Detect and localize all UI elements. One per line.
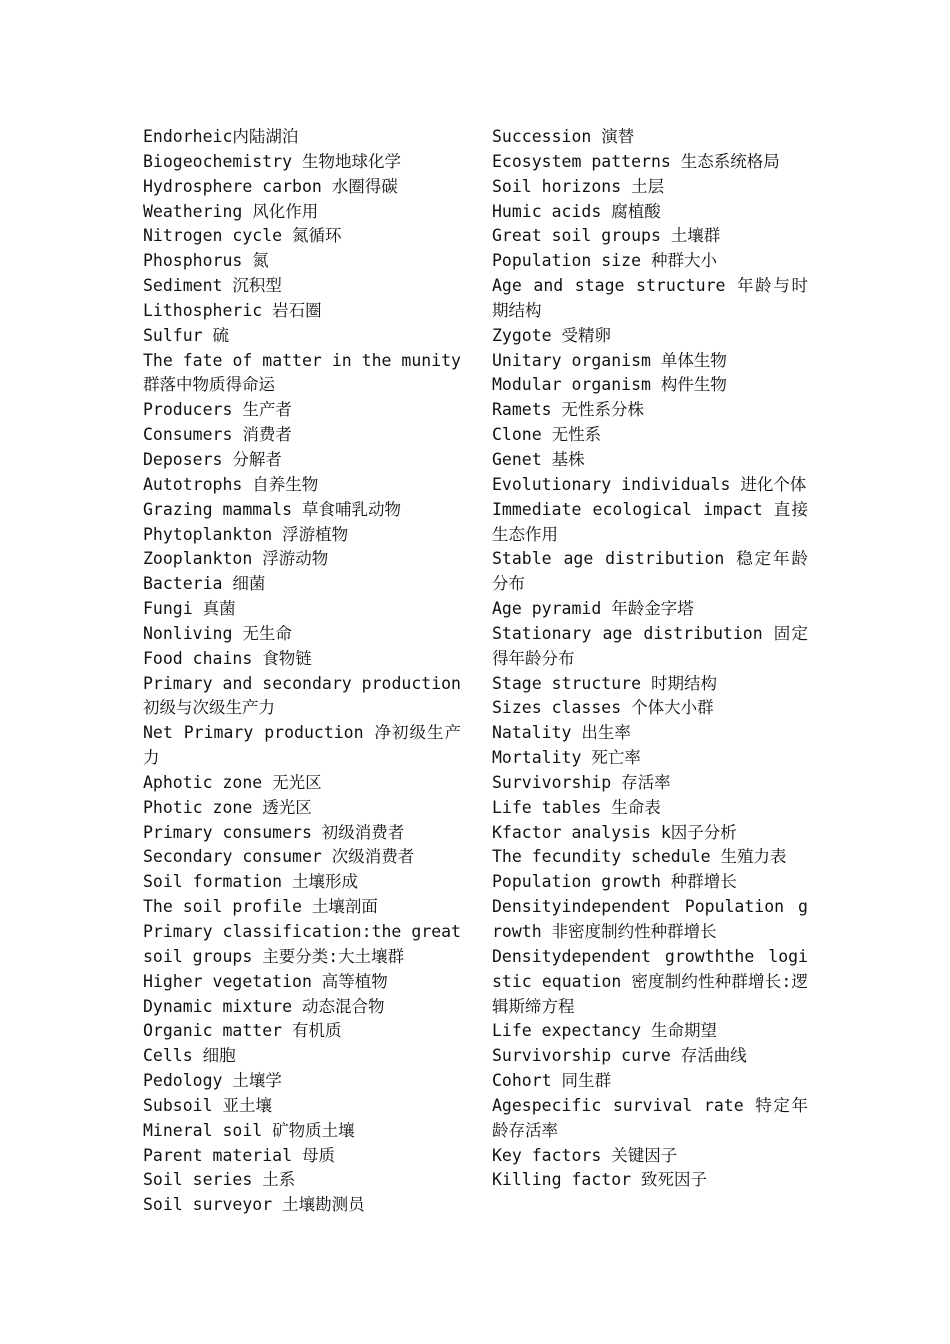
glossary-entry: Autotrophs 自养生物	[143, 474, 319, 494]
glossary-entry: Nitrogen cycle 氮循环	[143, 226, 342, 246]
glossary-entry: Stage structure 时期结构	[492, 673, 717, 693]
glossary-entry: Natality 出生率	[492, 723, 631, 743]
glossary-entry: Densitydependent growththe logistic equation 密度制约性种群增长:逻辑斯缔方程	[492, 946, 808, 1016]
glossary-entry: Photic zone 透光区	[143, 797, 312, 817]
glossary-entry: Sediment 沉积型	[143, 276, 282, 296]
glossary-entry: Soil horizons 土层	[492, 176, 665, 196]
glossary-entry: The fecundity schedule 生殖力表	[492, 847, 787, 867]
glossary-entry: Cohort 同生群	[492, 1071, 612, 1091]
glossary-entry: Unitary organism 单体生物	[492, 350, 727, 370]
glossary-entry: Survivorship 存活率	[492, 772, 671, 792]
glossary-entry: Deposers 分解者	[143, 449, 282, 469]
glossary-entry: Mineral soil 矿物质土壤	[143, 1120, 355, 1140]
glossary-entry: Soil series 土系	[143, 1170, 296, 1190]
right-term-column	[492, 125, 808, 1193]
glossary-entry: Succession 演替	[492, 127, 635, 146]
glossary-entry: Immediate ecological impact 直接生态作用	[492, 499, 808, 544]
glossary-entry: Humic acids 腐植酸	[492, 201, 661, 221]
glossary-entry: Population size 种群大小	[492, 251, 717, 271]
glossary-entry: Survivorship curve 存活曲线	[492, 1046, 747, 1066]
glossary-entry: Lithospheric 岩石圈	[143, 300, 322, 320]
glossary-entry: Endorheic内陆湖泊	[143, 127, 299, 146]
glossary-entry: Sulfur 硫	[143, 325, 230, 345]
glossary-entry: Age pyramid 年龄金字塔	[492, 599, 694, 619]
glossary-entry: Nonliving 无生命	[143, 623, 292, 643]
glossary-entry: Grazing mammals 草食哺乳动物	[143, 499, 401, 519]
glossary-entry: Producers 生产者	[143, 400, 292, 420]
glossary-entry: Dynamic mixture 动态混合物	[143, 996, 385, 1016]
glossary-entry: Soil surveyor 土壤勘测员	[143, 1195, 365, 1215]
glossary-entry: Primary consumers 初级消费者	[143, 822, 405, 842]
glossary-entry: Food chains 食物链	[143, 648, 312, 668]
glossary-entry: Zygote 受精卵	[492, 325, 612, 345]
glossary-entry: Subsoil 亚土壤	[143, 1095, 272, 1115]
glossary-entry: Life tables 生命表	[492, 797, 661, 817]
glossary-entry: The fate of matter in the munity 群落中物质得命运	[143, 350, 461, 395]
glossary-entry: Zooplankton 浮游动物	[143, 549, 329, 569]
glossary-entry: Ramets 无性系分株	[492, 400, 645, 420]
glossary-entry: Sizes classes 个体大小群	[492, 698, 714, 718]
glossary-entry: Stationary age distribution 固定得年龄分布	[492, 623, 808, 668]
glossary-entry: Fungi 真菌	[143, 599, 236, 619]
glossary-entry: Kfactor analysis k因子分析	[492, 822, 737, 842]
glossary-entry: Net Primary production 净初级生产力	[143, 723, 461, 768]
glossary-entry: Secondary consumer 次级消费者	[143, 847, 415, 867]
glossary-entry: Cells 细胞	[143, 1046, 236, 1066]
glossary-entry: Primary and secondary production 初级与次级生产力	[143, 673, 461, 718]
glossary-entry: Mortality 死亡率	[492, 748, 641, 768]
glossary-entry: Biogeochemistry 生物地球化学	[143, 151, 401, 171]
glossary-entry: Genet 基株	[492, 449, 585, 469]
glossary-entry: Densityindependent Population growth 非密度制约性种群增长	[492, 897, 808, 941]
glossary-entry: Hydrosphere carbon 水圈得碳	[143, 176, 398, 196]
glossary-entry: Pedology 土壤学	[143, 1071, 282, 1091]
glossary-entry: Population growth 种群增长	[492, 872, 737, 892]
glossary-entry: Bacteria 细菌	[143, 574, 266, 594]
glossary-entry: Aphotic zone 无光区	[143, 772, 322, 792]
glossary-entry: Organic matter 有机质	[143, 1021, 342, 1041]
glossary-entry: Phosphorus 氮	[143, 251, 269, 271]
glossary-entry: Higher vegetation 高等植物	[143, 971, 388, 991]
glossary-entry: Consumers 消费者	[143, 425, 292, 445]
glossary-entry: Clone 无性系	[492, 425, 602, 445]
glossary-entry: Evolutionary individuals 进化个体	[492, 474, 807, 494]
glossary-entry: Killing factor 致死因子	[492, 1170, 708, 1190]
glossary-entry: Phytoplankton 浮游植物	[143, 524, 349, 544]
glossary-entry: The soil profile 土壤剖面	[143, 897, 378, 917]
glossary-entry: Weathering 风化作用	[143, 201, 319, 221]
glossary-entry: Life expectancy 生命期望	[492, 1021, 717, 1041]
glossary-entry: Great soil groups 土壤群	[492, 226, 721, 246]
glossary-entry: Parent material 母质	[143, 1145, 335, 1165]
glossary-entry: Stable age distribution 稳定年龄分布	[492, 549, 808, 594]
glossary-entry: Agespecific survival rate 特定年龄存活率	[492, 1095, 808, 1140]
left-term-column	[143, 125, 461, 1218]
glossary-entry: Soil formation 土壤形成	[143, 872, 359, 892]
glossary-entry: Age and stage structure 年龄与时期结构	[492, 276, 808, 320]
glossary-entry: Modular organism 构件生物	[492, 375, 727, 395]
glossary-entry: Primary classification:the great soil groups 主要分类:大土壤群	[143, 922, 461, 966]
glossary-entry: Key factors 关键因子	[492, 1145, 678, 1165]
glossary-entry: Ecosystem patterns 生态系统格局	[492, 151, 780, 171]
